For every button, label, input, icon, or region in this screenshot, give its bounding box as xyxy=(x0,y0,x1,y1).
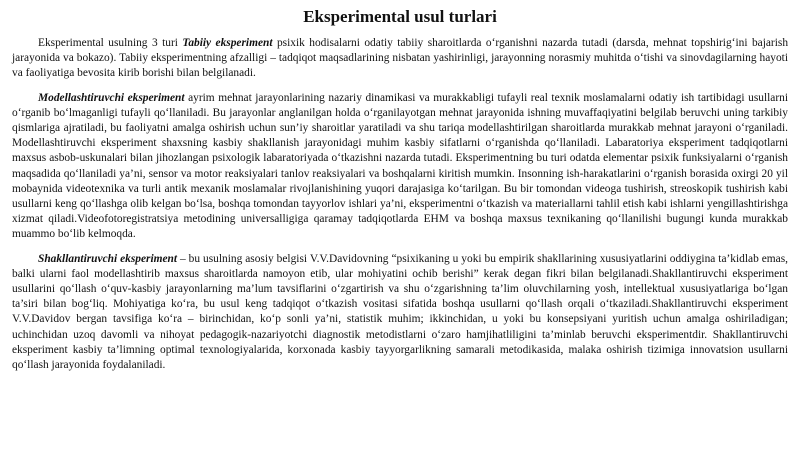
paragraph-natural-experiment xyxy=(12,36,788,82)
paragraph-formative-experiment xyxy=(12,252,788,374)
paragraph-lead: Eksperimental usulning 3 turi xyxy=(38,37,183,49)
term-formative-experiment: Shakllantiruvchi eksperiment xyxy=(38,252,178,265)
paragraph-body: psixik hodisalarni odatiy tabiiy sharoitlarda o‘rganishni nazarda tutadi (darsda, mehnat topshirig‘ini bajarish jarayonida va bokazo). Tabiiy eksperimentning afzalligi – tadqiqot maqsadlarining nisbatan yashirinligi, jarayonning norasmiy muhitda o‘tishi va sinovdagilarning hayoti va faoliyatiga bevosita kirib borishi bilan belgilanadi. xyxy=(12,37,789,80)
term-natural-experiment: Tabiiy eksperiment xyxy=(182,37,273,49)
term-modelling-experiment: Modellashtiruvchi eksperiment xyxy=(38,91,185,104)
page-title: Eksperimental usul turlari xyxy=(303,7,497,26)
paragraph-body: ayrim mehnat jarayonlarining nazariy dinamikasi va murakkabligi tufayli real texnik moslamalarni odatiy ish tartibidagi usullarni o‘rganib bo‘lmaganligi tufayli qo‘llaniladi. Bu jarayonlar anglanilgan holda o‘rganilayotgan mehnat jarayonida ishning muvaffaqiyatini belgilab beruvchi uning tarkibiy qismlariga ajratiladi, bu faoliyatni amalga oshirish uchun sun’iy sharoitlar yaratiladi va shu tariqa modellashtirilgan sharoitlarda murakkab mehnat jarayoni o‘rganiladi. Modellashtiruvchi eksperiment shaxsning kasbiy shakllanish jarayonidagi muhim kasbiy sifatlarni o‘rganishda qo‘llaniladi. Labaratoriya eksperiment tadqiqotlarni maxsus asbob-uskunalari bilan jihozlangan psixologik labaratoriyada o‘tkazishni nazarda tutadi. Eksperimentning bu turi odatda elementar psixik funksiyalarni o‘rganish maqsadida qo‘llaniladi ya’ni, sensor va motor reaksiyalari tanlov reaksiyalari va boshqalarni kiritish mumkin. Insonning ish-harakatlarini o‘rganish borasida oxirgi 20 yil mobaynida videotexnika va turli antik mexanik moslamalar rivojlanishining yuqori darajasiga ko‘tarilgan. Bu bir tomondan videoga tushirish, streoskopik tushirish kabi usullarni keng qo‘llashga olib kelgan bo‘lsa, boshqa tomondan tayyorlov ishlari ya’ni, eksperimentni o‘tkazish va materiallarni tahlil etish kabi ishlarni yengillashtirishga xizmat qiladi.Videofotoregistratsiya metodining universalligiga qaramay tadqiqotlarda EHM va boshqa maxsus texnikaning qo‘llanilishi bugungi kunda murakkab muammo bo‘lib kelmoqda. xyxy=(12,91,788,241)
paragraph-modelling-experiment xyxy=(12,91,788,243)
paragraph-body: – bu usulning asosiy belgisi V.V.Davidovning “psixikaning u yoki bu empirik shakllarining xususiyatlarini oddiygina ta’kidlab emas, balki ularni faol modellashtirib maxsus sharoitlarda namoyon etib, ular mohiyatini ochib berishi” kerak degan fikri bilan belgilanadi.Shakllantiruvchi eksperiment usullarini qo‘llash o‘quv-kasbiy jarayonlarning ma’lum tavsiflarini o‘zgartirish va shu o‘zgarishning ta’lim oluvchilarning yosh, intellektual xususiyatlariga bo‘lgan ta’siri bilan bog‘liq. Mohiyatiga ko‘ra, bu usul keng tadqiqot o‘tkazish vositasi sifatida boshqa usullarni qo‘llash orqali o‘tkaziladi.Shakllantiruvchi eksperiment V.V.Davidov bergan tavsifiga ko‘ra – birinchidan, ko‘p sonli ya’ni, statistik muhim; ikkinchidan, u yoki bu konsepsiyani yuritish uchun amalga oshiriladigan; uchinchidan uzoq davomli va nihoyat pedagogik-nazariyotchi diagnostik metodistlarni o‘zaro hamjihatliligini ta’minlab beruvchi eksperimentdir. Shakllantiruvchi eksperiment kasbiy ta’limning optimal texnologiyalarida, korxonada kasbiy tayyorgarlikning samarali metodikasida, malaka oshirish tizimiga innovatsion usullarni qo‘llash jarayonida foydalaniladi. xyxy=(12,252,788,372)
